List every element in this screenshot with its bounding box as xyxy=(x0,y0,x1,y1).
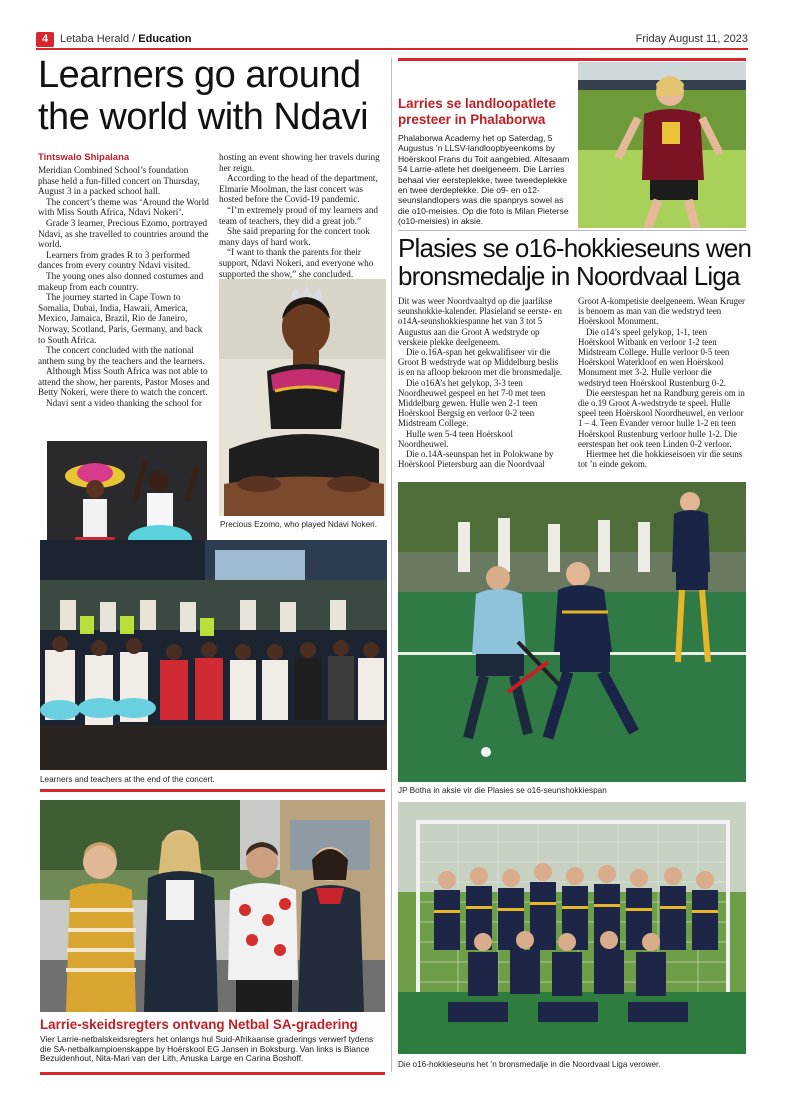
ndavi-column-2 xyxy=(219,152,385,279)
hokkie-paragraph: Die o14’s speel gelykop, 1-1, teen Hoërskool Witbank en verloor 1-2 teen Midstream College. Hulle verloor 0-5 teen Hoërskool Waterkloof en wen Hoërskool Monument met 3-2. Hulle verloor die wedstryd teen Hoërskool Rustenburg 0-2. xyxy=(578,326,730,388)
hockey-action-caption: JP Botha in aksie vir die Plasies se o16-seunshokkiespan xyxy=(398,786,607,795)
hokkie-paragraph: Die o.14A-seunspan het in Polokwane by Hoërskool Pietersburg aan die Noordvaal xyxy=(398,449,554,470)
hokkie-paragraph: Die o16A’s het gelykop, 3-3 teen Noordheuwel gespeel en het 7-0 met teen Middelburg gewen. Hulle wen 2-1 teen Hoërskool Bergsig en verloor 0-2 teen Midstream College. xyxy=(398,377,546,429)
publication-title: Letaba Herald xyxy=(60,33,130,45)
precious-photo xyxy=(219,279,386,516)
ndavi-paragraph: Grade 3 learner, Precious Ezomo, portrayed Ndavi, as she travelled to countries around the world. xyxy=(38,217,209,250)
ndavi-column-1 xyxy=(38,165,210,409)
landloop-headline-line1: Larries se landloopatlete xyxy=(398,96,556,111)
section-rule xyxy=(40,789,385,792)
ndavi-paragraph: Ndavi sent a video thanking the school for xyxy=(46,398,202,409)
column-divider xyxy=(391,58,392,1072)
hokkie-paragraph: Hulle wen 5-4 teen Hoërskool Noordheuwel. xyxy=(398,428,513,449)
publication-name xyxy=(60,33,191,45)
referees-photo xyxy=(40,800,385,1012)
ndavi-paragraph: Although Miss South Africa was not able to attend the show, her parents, Pastor Moses and Betty Nokeri, were there to watch the concert. xyxy=(38,366,210,398)
hokkie-paragraph: Dit was weer Noordvaaltyd op die jaarlikse seunshokkie-kalender. Plasieland se eerste- en o14A-seunshokkiespanne het van 3 tot 5 Augustus aan die Groot A wedstryde op verskeie plekke deelgeneem. xyxy=(398,296,562,347)
hockey-team-photo xyxy=(398,802,746,1054)
hokkie-headline xyxy=(398,233,752,291)
concert-group-photo xyxy=(40,540,387,770)
runner-photo xyxy=(578,62,746,228)
hokkie-paragraph: Groot A-kompetisie deelgeneem. Wean Kruger is benoem as man van die wedstryd teen Hoërskool Monument. xyxy=(578,296,745,327)
hokkie-headline-line2: bronsmedalje in Noordvaal Liga xyxy=(398,261,740,291)
hokkie-paragraph: Die o.16A-span het gekwalifiseer vir die Groot B wedstryde wat op Middelburg beslis is en na afloop bekroon met die bronsmedalje. xyxy=(398,347,563,378)
hokkie-paragraph: Hiermee het die hokkieseisoen vir die seuns tot ’n einde gekom. xyxy=(578,449,743,470)
ndavi-paragraph: “I’m extremely proud of my learners and team of teachers, they did a great job.” xyxy=(219,204,379,226)
ndavi-paragraph: Learners from grades R to 3 performed dances from every country Ndavi visited. xyxy=(38,249,191,271)
ndavi-paragraph: The concert’s theme was ‘Around the World with Miss South Africa, Ndavi Nokeri’. xyxy=(38,196,209,218)
hokkie-headline-line1: Plasies se o16-hokkieseuns wen xyxy=(398,233,752,263)
ndavi-headline-line1: Learners go around xyxy=(38,54,361,96)
ndavi-paragraph: The concert concluded with the national anthem sung by the teachers and the learners. xyxy=(38,345,205,366)
ndavi-paragraph: According to the head of the department, Elmarie Moolman, the last concert was hosted before the Covid-19 pandemic. xyxy=(219,173,378,205)
ndavi-paragraph: She said preparing for the concert took many days of hard work. xyxy=(219,226,370,247)
ndavi-paragraph: hosting an event showing her travels during her reign. xyxy=(219,152,380,173)
header-rule xyxy=(36,48,748,50)
page-number: 4 xyxy=(36,32,54,47)
ndavi-paragraph: “I want to thank the parents for their support, Ndavi Nokeri, and everyone who supported the show,” she concluded. xyxy=(219,247,374,279)
landloop-bottom-rule xyxy=(398,230,746,231)
ndavi-paragraph: The journey started in Cape Town to Somalia, Dubai, India, Hawaii, America, Mexico, Jamaica, Brazil, Rio de Janeiro, Norway, Scotland, Paris, Germany, and back to South Africa. xyxy=(38,292,203,345)
netbal-headline: Larrie-skeidsregters ontvang Netbal SA-gradering xyxy=(40,1017,358,1032)
landloop-headline xyxy=(398,96,588,128)
ndavi-headline xyxy=(38,54,388,138)
landloop-headline-line2: presteer in Phalaborwa xyxy=(398,112,546,127)
publication-separator: / xyxy=(129,33,139,45)
ndavi-byline: Tintswalo Shipalana xyxy=(38,152,130,163)
hockey-action-photo xyxy=(398,482,746,782)
precious-caption: Precious Ezomo, who played Ndavi Nokeri. xyxy=(220,520,377,529)
page-header xyxy=(36,30,748,48)
landloop-body: Phalaborwa Academy het op Saterdag, 5 Augustus ’n LLSV-landloopbyeenkoms by Hoërskool Frans du Toit aangebied. Altesaam 54 Larrie-atlete het deelgeneem. Die Larries behaal vier eersteplekke, twee tweedeplekke en twee derdeplekke. Die o9- en o12-seunslandlopers was die spanprys sowel as die o10-meisies. Op die foto is Milan Pieterse (o10-meisies) in aksie. xyxy=(398,133,570,227)
hokkie-column-1 xyxy=(398,296,564,469)
landloop-top-rule xyxy=(398,58,746,61)
concert-caption: Learners and teachers at the end of the concert. xyxy=(40,775,215,784)
netbal-bottom-rule xyxy=(40,1072,385,1075)
ndavi-paragraph: Meridian Combined School’s foundation phase held a fun-filled concert on Thursday, August 3 in a packed school hall. xyxy=(38,165,200,197)
hokkie-paragraph: Die eerstespan het na Randburg gereis om in die o.19 Groot A-wedstryde te speel. Hulle speel teen Hoërskool Noordheuwel, en verloor 1 – 4. Teen Evander veroor hulle 1-2 en teen Hoërskool Rustenburg verloor hulle 1-2. Die eerstespan het ook teen Linden 0-2 verloor. xyxy=(578,387,745,449)
ndavi-paragraph: The young ones also donned costumes and makeup from each country. xyxy=(38,270,204,292)
netbal-body: Vier Larrie-netbalskeidsregters het onlangs hul Suid-Afrikaanse graderings verwerf tydens die SA-netbalkampioenskappe by Hoërskool EG Jansen in Boksburg. Van links is Biance Bezuidenhout, Nita-Mari van der Lith, Anuska Large en Carina Boshoff. xyxy=(40,1034,374,1064)
hokkie-column-2 xyxy=(578,296,746,469)
ndavi-headline-line2: the world with Ndavi xyxy=(38,96,369,138)
issue-date: Friday August 11, 2023 xyxy=(635,33,748,45)
hockey-team-caption: Die o16-hokkieseuns het ’n bronsmedalje in die Noordvaal Liga verower. xyxy=(398,1060,661,1069)
section-name: Education xyxy=(138,33,192,45)
